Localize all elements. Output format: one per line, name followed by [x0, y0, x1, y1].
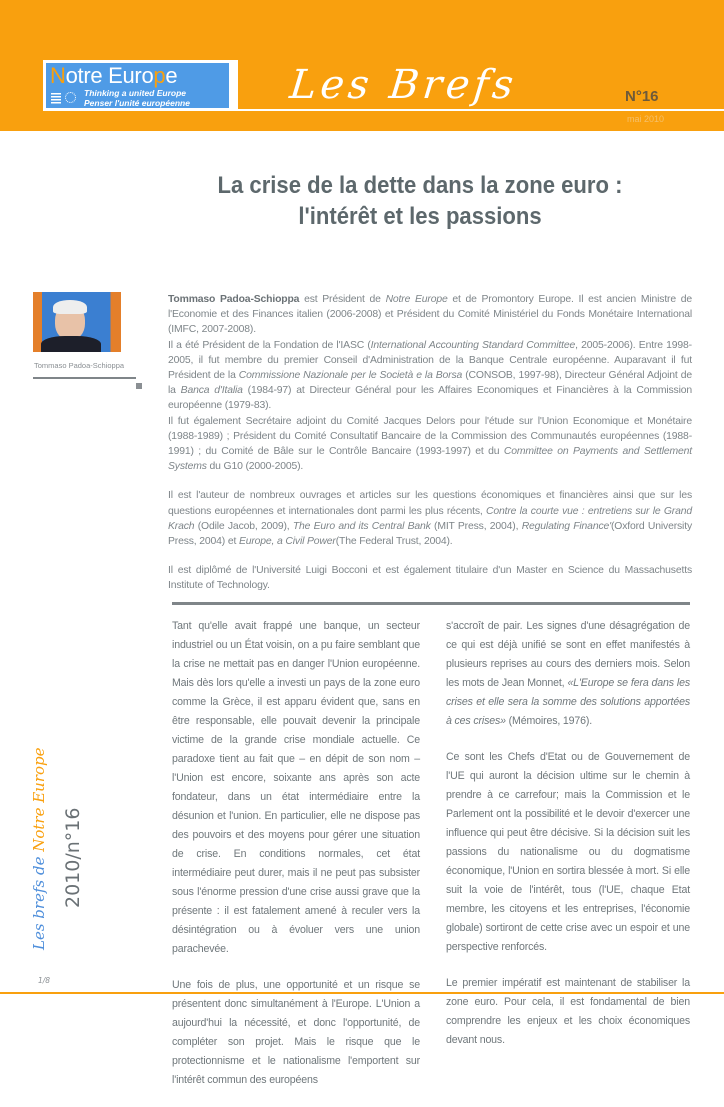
paragraph [446, 748, 690, 957]
text: Ce sont les Chefs d'Etat ou de Gouvernement de l'UE qui auront la décision ultime sur le chemin à prendre à ce carrefour; mais la Commission et le Parlement ont la possibilité et le devoir d'exercer une influence qui peut être décisive. Si la décision suit les passions du nationalisme ou du dogmatisme économique, l'Union en sortira blessée à mort. Si elle suit la voie de l'intérêt, tous (l'UE, chaque Etat membre, les citoyens et les entreprises, l'économie globale) sortiront de cette crise avec un espoir et une perspective renforcés. [446, 750, 690, 953]
italic-text: International Accounting Standard Committee [370, 339, 576, 351]
text: (1984-97) at Directeur Général pour les Affaires Economiques et Financières à la Commission européenne (1979-83). [168, 385, 693, 412]
logo-name-end: e [165, 63, 178, 88]
notre-europe-logo [43, 60, 238, 111]
text: (Mémoires, 1976). [505, 714, 593, 727]
italic-text: Regulating Finance' [521, 520, 611, 532]
paragraph [446, 617, 690, 731]
paragraph [446, 974, 690, 1050]
italic-text: Commissione Nazionale per le Società e la Borsa [238, 370, 463, 382]
header-banner [0, 0, 724, 131]
text: Il fut également Secrétaire adjoint du Comité Jacques Delors pour l'étude sur l'Union Economique et Monétaire (1988-1989) ; Président du Comité Consultatif Bancaire de la Commission des Communautés européennes (1988-1991) ; du Comité de Bâle sur le Contrôle Bancaire (1993-1997) et du [168, 415, 692, 458]
italic-text: Notre Europe [385, 294, 448, 305]
issue-number: N°16 [625, 88, 659, 105]
logo-letter-n: N [50, 63, 66, 88]
text: Il a été Président de la Fondation de l'IASC ( [168, 339, 371, 351]
italic-text: Europe, a Civil Power [238, 536, 336, 548]
sidebar-series-label [30, 747, 48, 950]
text: est Président de [299, 294, 386, 305]
eu-stars-icon [65, 92, 76, 103]
logo-tagline-fr: Penser l'unité européenne [84, 97, 190, 108]
paragraph [168, 338, 692, 414]
logo-letter-p: p [153, 63, 166, 88]
paragraph [168, 292, 692, 338]
author-photo [33, 292, 121, 352]
logo-tagline-en: Thinking a united Europe [84, 88, 186, 98]
paragraph [168, 563, 692, 593]
page-title [172, 170, 669, 232]
italic-text: The Euro and its Central Bank [292, 520, 431, 532]
sidebar-script-brand: Notre Europe [30, 747, 48, 852]
author-bio [168, 292, 692, 594]
text: (MIT Press, 2004), [430, 520, 522, 532]
text: (CONSOB, 1997-98), Directeur Général Adjoint de la [168, 370, 692, 397]
italic-text: Committee on Payments and Settlement Systems [168, 446, 692, 473]
text: Tant qu'elle avait frappé une banque, un secteur industriel ou un État voisin, on a pu faire semblant que la crise ne mettait pas en danger l'Union européenne. Mais dès lors qu'elle a investi un pays de la zone euro comme la Grèce, il est apparu évident que, sans en être responsable, elle pouvait devenir la principale victime de la grande crise mondiale actuelle. Ce paradoxe tient au fait que – en dépit de son nom – l'Union est encore, soixante ans après son acte fondateur, dans un état intermédiaire entre la désunion et l'union. En particulier, elle ne dispose pas des pouvoirs et des moyens pour gérer une situation de crise. En conditions normales, cet état intermédiaire peut durer, mais il ne peut pas subsister sous l'énorme pression d'une crise aussi grave que la présente : il est fatalement amené à reculer vers la désintégration ou à évoluer vers une union parachevée. [172, 619, 420, 955]
text: du G10 (2000-2005). [206, 461, 304, 473]
photo-suit [41, 336, 101, 352]
logo-name [50, 63, 177, 88]
page-number: 1/8 [38, 976, 51, 985]
text: (Odile Jacob, 2009), [194, 520, 293, 532]
text: Il est diplômé de l'Université Luigi Bocconi et est également titulaire d'un Master en Science du Massachusetts Institute of Technology. [168, 565, 692, 592]
text: s'accroît de pair. Les signes d'une désagrégation de ce qui est déjà unifié se sont en effet manifestés à plusieurs reprises au cours des derniers mois. Selon les mots de Jean Monnet, [446, 619, 690, 689]
footer-divider [0, 992, 724, 994]
text: (Oxford University Press, 2004) et [168, 520, 692, 548]
bold-text: Tommaso Padoa-Schioppa [168, 294, 300, 305]
italic-text: «L'Europe se fera dans les crises et elle sera la somme des solutions apportées à ces crises» [446, 676, 690, 727]
article-column-right [446, 617, 690, 1107]
sidebar-issue-ref-wrap [62, 808, 84, 908]
paragraph [172, 617, 420, 959]
text: Le premier impératif est maintenant de stabiliser la zone euro. Pour cela, il est fondamental de bien comprendre les enjeux et les choix économiques devant nous. [446, 976, 690, 1046]
sidebar-script-prefix: Les brefs de [30, 851, 48, 950]
text: Il est l'auteur de nombreux ouvrages et articles sur les questions économiques et financières ainsi que sur les questions européennes et internationales dont parmi les plus récents, [168, 490, 692, 517]
paragraph [168, 488, 692, 549]
logo-tagline [84, 89, 190, 108]
issue-date: mai 2010 [627, 114, 665, 124]
text: Une fois de plus, une opportunité et un risque se présentent donc simultanément à l'Europe. L'Union a aujourd'hui la nécessité, et donc l'opportunité, de compléter son projet. Mais le risque que le protectionnisme et le nationalisme l'emportent sur l'intérêt commun des européens [172, 978, 420, 1086]
article-column-left [172, 617, 420, 1107]
series-title: Les Brefs [287, 62, 520, 108]
italic-text: Contre la courte vue : entretiens sur le Grand Krach [168, 505, 692, 532]
caption-square [136, 383, 142, 389]
header-divider [237, 109, 724, 111]
photo-caption: Tommaso Padoa-Schioppa [34, 361, 125, 370]
main-content [168, 292, 692, 1107]
caption-divider [33, 377, 136, 379]
logo-name-mid: otre Euro [65, 63, 154, 88]
section-divider [172, 602, 690, 605]
article-body [172, 617, 690, 1107]
sidebar-issue-ref: 2010/n°16 [62, 807, 84, 908]
photo-hair [53, 300, 87, 314]
text: (The Federal Trust, 2004). [335, 536, 453, 548]
document-icon [51, 93, 61, 104]
title-line-2: l'intérêt et les passions [298, 203, 542, 230]
paragraph [168, 414, 692, 475]
italic-text: Banca d'Italia [180, 385, 243, 397]
title-line-1: La crise de la dette dans la zone euro : [217, 172, 623, 199]
text: et de Promontory Europe. Il est ancien Ministre de l'Economie et des Finances italien (2006-2008) et Président du Comité Ministériel du Fonds Monétaire International (IMFC, 2007-2008). [168, 294, 693, 336]
text: , 2005-2006). Entre 1998-2005, il fut membre du premier Conseil d'Administration de la Banque Centrale européenne. Auparavant il fut Président de la [168, 339, 692, 382]
